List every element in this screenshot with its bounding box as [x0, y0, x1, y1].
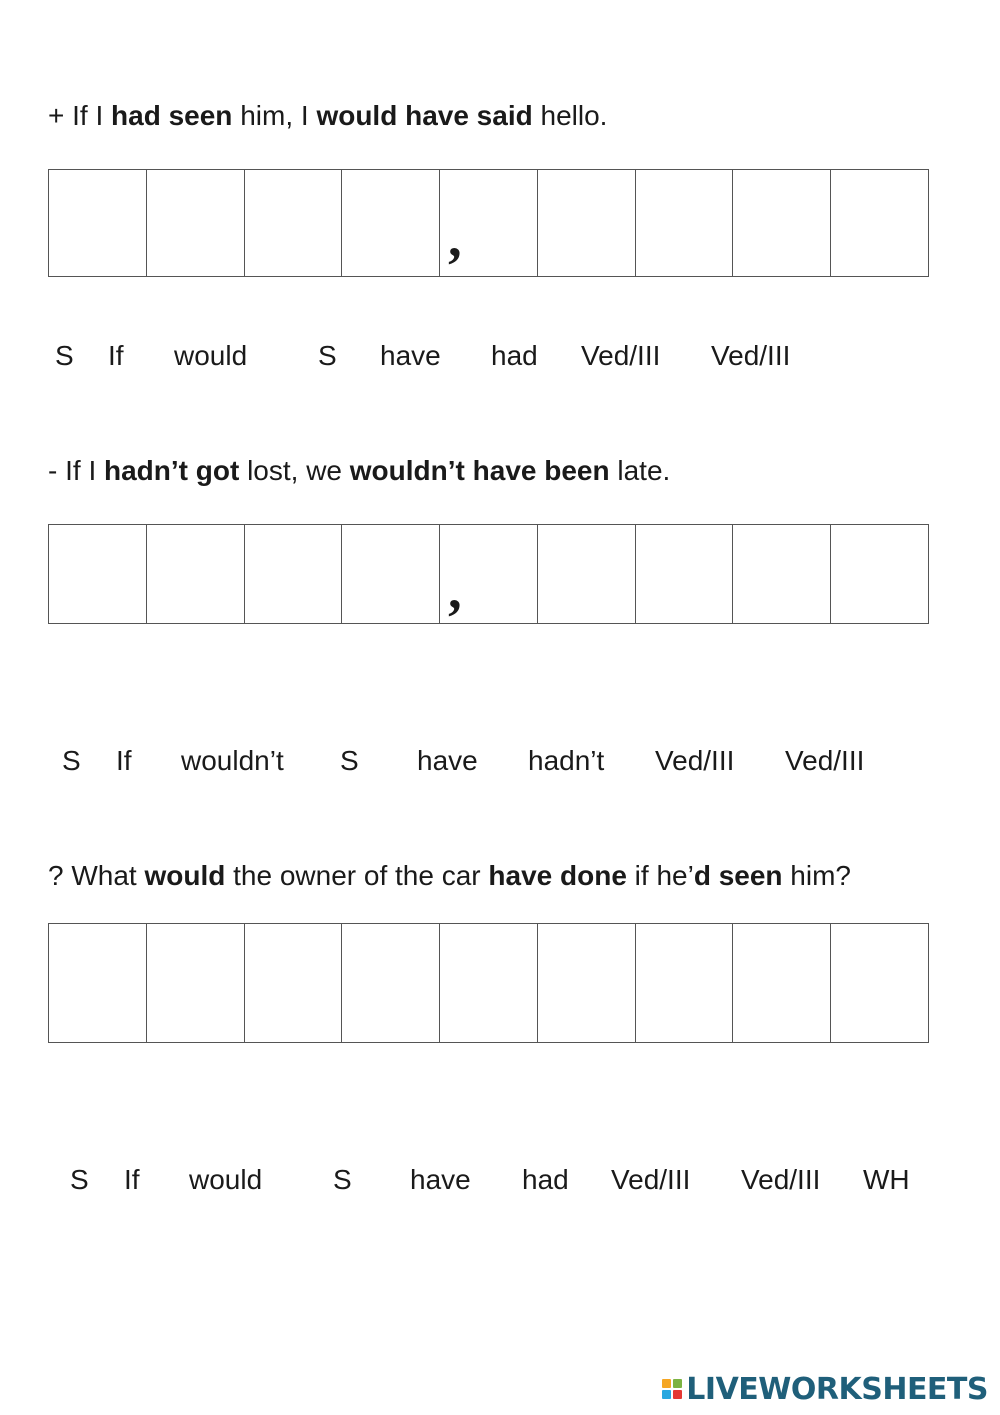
answer-box[interactable] — [342, 170, 440, 276]
word-bank-2 — [0, 744, 1000, 778]
sentence-bold-segment: had seen — [111, 100, 233, 131]
answer-box[interactable] — [245, 924, 343, 1042]
answer-box[interactable] — [538, 924, 636, 1042]
comma-mark: , — [448, 560, 462, 620]
sentence-bold-segment: have done — [488, 860, 627, 891]
word-chip[interactable]: would — [189, 1164, 263, 1195]
answer-box[interactable] — [342, 525, 440, 623]
answer-box[interactable] — [636, 924, 734, 1042]
answer-box[interactable] — [49, 170, 147, 276]
answer-box[interactable] — [831, 170, 929, 276]
sentence-1 — [48, 99, 607, 133]
logo-text: LIVEWORKSHEETS — [686, 1371, 988, 1407]
sentence-segment: him, I — [232, 100, 317, 131]
answer-box[interactable] — [49, 525, 147, 623]
word-chip[interactable]: S — [318, 340, 337, 371]
word-chip[interactable]: wouldn’t — [181, 745, 284, 776]
logo-mark-icon — [662, 1379, 682, 1399]
word-chip[interactable]: If — [124, 1164, 140, 1195]
liveworksheets-logo — [662, 1372, 988, 1406]
word-chip[interactable]: would — [174, 340, 248, 371]
answer-box[interactable] — [147, 170, 245, 276]
sentence-segment: ? What — [48, 860, 145, 891]
answer-box[interactable] — [147, 924, 245, 1042]
word-chip[interactable]: Ved/III — [611, 1164, 691, 1195]
answer-box[interactable] — [831, 525, 929, 623]
word-chip[interactable]: have — [417, 745, 478, 776]
word-chip[interactable]: S — [333, 1164, 352, 1195]
word-chip[interactable]: S — [340, 745, 359, 776]
sentence-segment: late. — [609, 455, 671, 486]
word-chip[interactable]: had — [522, 1164, 569, 1195]
word-chip[interactable]: Ved/III — [581, 340, 661, 371]
sentence-2 — [48, 454, 670, 488]
answer-boxes-3 — [48, 923, 929, 1043]
word-chip[interactable]: If — [116, 745, 132, 776]
sentence-bold-segment: would have said — [316, 100, 533, 131]
answer-box[interactable] — [440, 170, 538, 276]
word-chip[interactable]: Ved/III — [655, 745, 735, 776]
sentence-segment: the owner of the car — [225, 860, 489, 891]
word-chip[interactable]: have — [380, 340, 441, 371]
comma-mark: , — [448, 208, 462, 269]
word-chip[interactable]: have — [410, 1164, 471, 1195]
word-bank-1 — [0, 339, 1000, 373]
answer-box[interactable] — [636, 525, 734, 623]
word-chip[interactable]: Ved/III — [741, 1164, 821, 1195]
answer-box[interactable] — [147, 525, 245, 623]
word-chip[interactable]: If — [108, 340, 124, 371]
answer-box[interactable] — [733, 924, 831, 1042]
answer-box[interactable] — [733, 525, 831, 623]
sentence-segment: + If I — [48, 100, 112, 131]
sentence-segment: hello. — [532, 100, 608, 131]
logo-square-2 — [673, 1379, 682, 1388]
sentence-bold-segment: d seen — [693, 860, 783, 891]
logo-square-4 — [673, 1390, 682, 1399]
word-chip[interactable]: S — [55, 340, 74, 371]
word-chip[interactable]: hadn’t — [528, 745, 605, 776]
answer-box[interactable] — [538, 525, 636, 623]
sentence-3 — [48, 859, 851, 893]
answer-box[interactable] — [245, 170, 343, 276]
answer-box[interactable] — [831, 924, 929, 1042]
answer-box[interactable] — [440, 525, 538, 623]
answer-box[interactable] — [342, 924, 440, 1042]
sentence-bold-segment: would — [144, 860, 226, 891]
answer-boxes-1 — [48, 169, 929, 277]
answer-box[interactable] — [49, 924, 147, 1042]
answer-box[interactable] — [538, 170, 636, 276]
logo-square-1 — [662, 1379, 671, 1388]
sentence-segment: him? — [782, 860, 851, 891]
sentence-bold-segment: hadn’t got — [104, 455, 240, 486]
word-chip[interactable]: Ved/III — [711, 340, 791, 371]
sentence-segment: lost, we — [239, 455, 350, 486]
answer-box[interactable] — [440, 924, 538, 1042]
logo-square-3 — [662, 1390, 671, 1399]
sentence-bold-segment: wouldn’t have been — [349, 455, 610, 486]
word-chip[interactable]: WH — [863, 1164, 910, 1195]
sentence-segment: - If I — [48, 455, 104, 486]
answer-box[interactable] — [636, 170, 734, 276]
word-chip[interactable]: had — [491, 340, 538, 371]
answer-box[interactable] — [245, 525, 343, 623]
word-chip[interactable]: S — [62, 745, 81, 776]
word-chip[interactable]: Ved/III — [785, 745, 865, 776]
word-bank-3 — [0, 1163, 1000, 1197]
sentence-segment: if he’ — [626, 860, 694, 891]
answer-box[interactable] — [733, 170, 831, 276]
word-chip[interactable]: S — [70, 1164, 89, 1195]
answer-boxes-2 — [48, 524, 929, 624]
